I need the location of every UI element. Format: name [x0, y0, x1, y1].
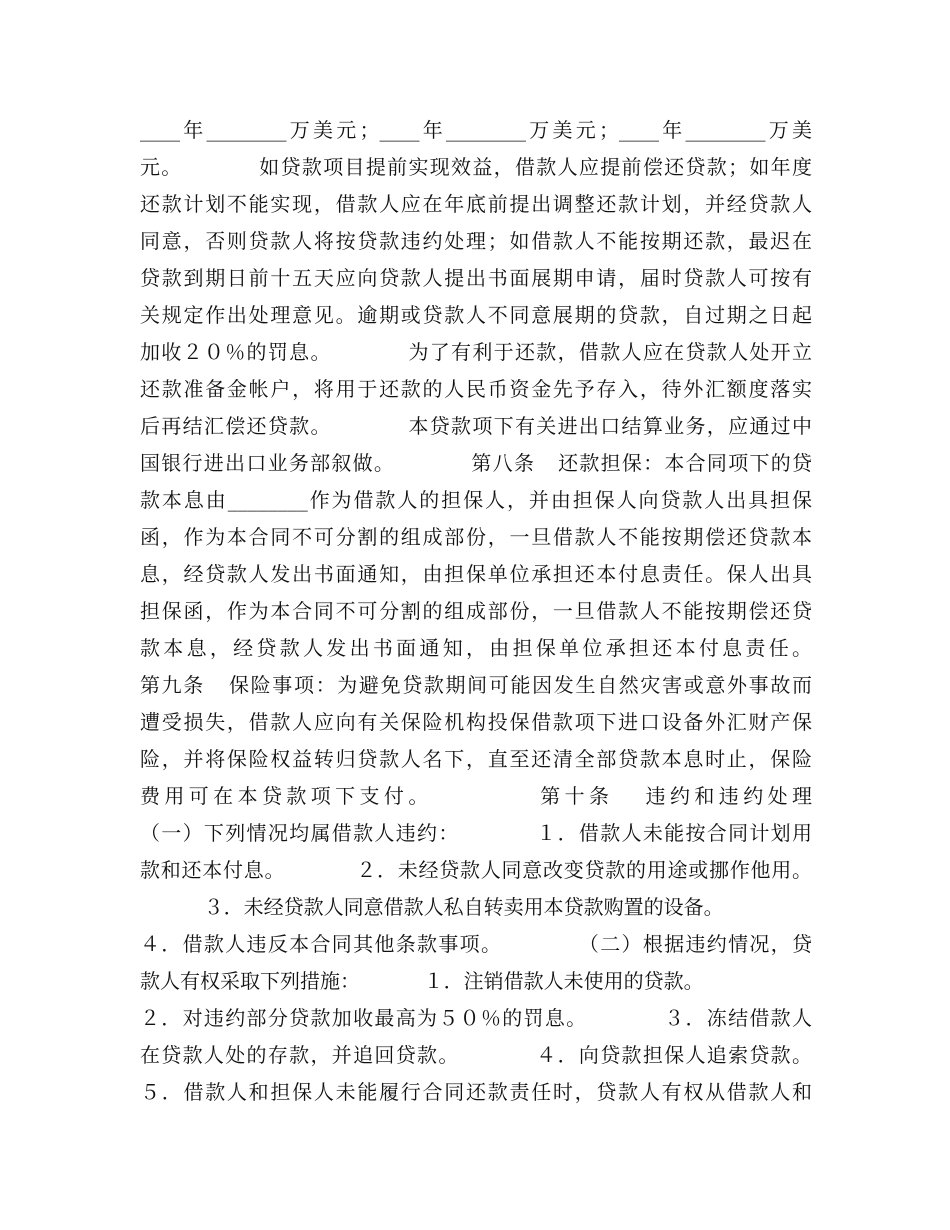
text-line: 款人有权采取下列措施： １．注销借款人未使用的贷款。 — [140, 969, 704, 993]
text-line: 还款计划不能实现，借款人应在年底前提出调整还款计划，并经贷款人 — [140, 192, 812, 216]
text-line: 遭受损失，借款人应向有关保险机构投保借款项下进口设备外汇财产保 — [140, 710, 812, 734]
text-line: 关规定作出处理意见。逾期或贷款人不同意展期的贷款，自过期之日起 — [140, 303, 812, 327]
text-line: ２．对违约部分贷款加收最高为５０％的罚息。 ３．冻结借款人 — [140, 1006, 812, 1030]
text-line: 险，并将保险权益转归贷款人名下，直至还清全部贷款本息时止，保险 — [140, 747, 812, 771]
text-line: ４．借款人违反本合同其他条款事项。 （二）根据违约情况，贷 — [140, 932, 812, 956]
text-line: 款和还本付息。 ２．未经贷款人同意改变贷款的用途或挪作他用。 — [140, 858, 812, 882]
text-line: 担保函，作为本合同不可分割的组成部份，一旦借款人不能按期偿还贷 — [140, 599, 812, 623]
text-line: 同意，否则贷款人将按贷款违约处理；如借款人不能按期还款，最迟在 — [140, 229, 812, 253]
text-line: 国银行进出口业务部叙做。 第八条 还款担保：本合同项下的贷 — [140, 451, 812, 475]
text-line: ____年________万美元；____年________万美元；____年________万美 — [140, 118, 812, 142]
text-line: 函，作为本合同不可分割的组成部份，一旦借款人不能按期偿还贷款本 — [140, 525, 812, 549]
text-line: 贷款到期日前十五天应向贷款人提出书面展期申请，届时贷款人可按有 — [140, 266, 812, 290]
text-line: （一）下列情况均属借款人违约： １．借款人未能按合同计划用 — [140, 821, 812, 845]
text-line: 费用可在本贷款项下支付。 第十条 违约和违约处理 — [140, 784, 812, 808]
text-line: 款本息由________作为借款人的担保人，并由担保人向贷款人出具担保 — [140, 488, 812, 512]
text-line: 加收２０％的罚息。 为了有利于还款，借款人应在贷款人处开立 — [140, 340, 812, 364]
text-line: 息，经贷款人发出书面通知，由担保单位承担还本付息责任。保人出具 — [140, 562, 812, 586]
text-line: ３．未经贷款人同意借款人私自转卖用本贷款购置的设备。 — [140, 895, 724, 919]
text-line: ５．借款人和担保人未能履行合同还款责任时，贷款人有权从借款人和 — [140, 1080, 812, 1104]
text-line: 元。 如贷款项目提前实现效益，借款人应提前偿还贷款；如年度 — [140, 155, 812, 179]
text-line: 后再结汇偿还贷款。 本贷款项下有关进出口结算业务，应通过中 — [140, 414, 812, 438]
text-line: 第九条 保险事项：为避免贷款期间可能因发生自然灾害或意外事故而 — [140, 673, 812, 697]
text-line: 还款准备金帐户，将用于还款的人民币资金先予存入，待外汇额度落实 — [140, 377, 812, 401]
text-line: 款本息，经贷款人发出书面通知，由担保单位承担还本付息责任。 — [140, 636, 812, 660]
text-line: 在贷款人处的存款，并追回贷款。 ４．向贷款担保人追索贷款。 — [140, 1043, 812, 1067]
